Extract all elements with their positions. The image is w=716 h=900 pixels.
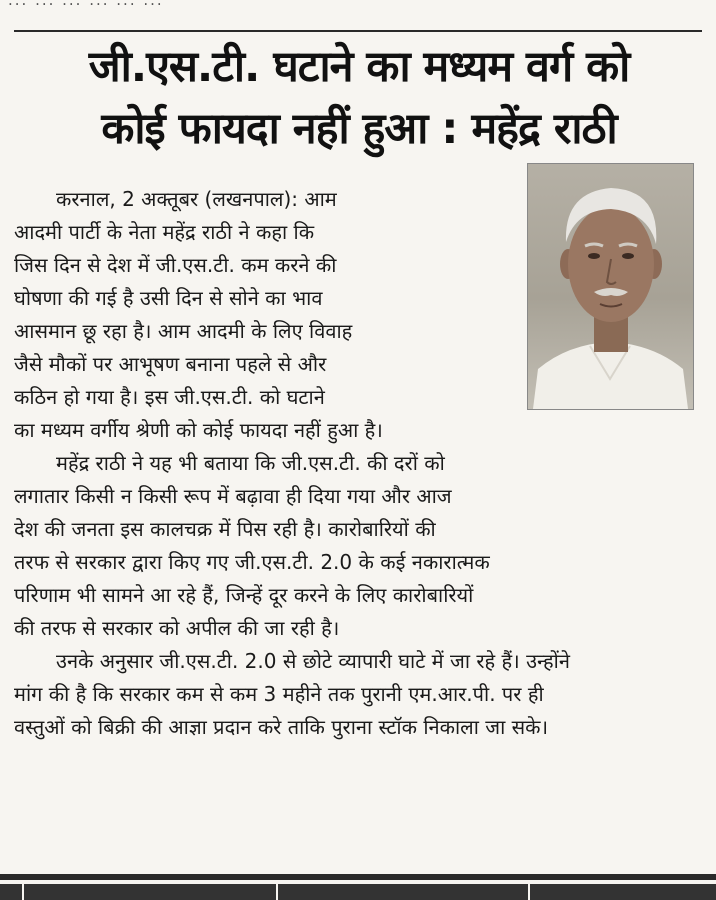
top-strip-text: ... ... ... ... ... ... <box>8 0 164 9</box>
headline-line-2: कोई फायदा नहीं हुआ : महेंद्र राठी <box>101 104 617 154</box>
bottom-column-strip <box>0 884 716 900</box>
article-line: उनके अनुसार जी.एस.टी. 2.0 से छोटे व्यापारी घाटे में जा रहे हैं। उन्होंने <box>56 649 570 673</box>
column-separator <box>22 884 24 900</box>
top-strip <box>0 0 716 12</box>
article-line: करनाल, 2 अक्तूबर (लखनपाल): आम <box>56 187 337 211</box>
headline <box>14 36 704 160</box>
column-separator <box>276 884 278 900</box>
article-line: महेंद्र राठी ने यह भी बताया कि जी.एस.टी. की दरों को <box>56 451 445 475</box>
article-line: का मध्यम वर्गीय श्रेणी को कोई फायदा नहीं हुआ है। <box>14 418 383 442</box>
column-separator <box>528 884 530 900</box>
article-line: आदमी पार्टी के नेता महेंद्र राठी ने कहा कि <box>14 220 315 244</box>
article-line: की तरफ से सरकार को अपील की जा रही है। <box>14 616 340 640</box>
article-line: आसमान छू रहा है। आम आदमी के लिए विवाह <box>14 319 353 343</box>
article-line: तरफ से सरकार द्वारा किए गए जी.एस.टी. 2.0 के कई नकारात्मक <box>14 550 490 574</box>
article-line: कठिन हो गया है। इस जी.एस.टी. को घटाने <box>14 385 325 409</box>
article-line: जिस दिन से देश में जी.एस.टी. कम करने की <box>14 253 337 277</box>
article-line: वस्तुओं को बिक्री की आज्ञा प्रदान करे ताकि पुराना स्टॉक निकाला जा सके। <box>14 715 549 739</box>
article-line: देश की जनता इस कालचक्र में पिस रही है। कारोबारियों की <box>14 517 436 541</box>
article-line: लगातार किसी न किसी रूप में बढ़ावा ही दिया गया और आज <box>14 484 452 508</box>
article-line: मांग की है कि सरकार कम से कम 3 महीने तक पुरानी एम.आर.पी. पर ही <box>14 682 544 706</box>
top-rule <box>14 30 702 32</box>
headline-line-1: जी.एस.टी. घटाने का मध्यम वर्ग को <box>88 42 630 92</box>
article-line: जैसे मौकों पर आभूषण बनाना पहले से और <box>14 352 327 376</box>
bottom-rule <box>0 874 716 880</box>
article-line: परिणाम भी सामने आ रहे हैं, जिन्हें दूर करने के लिए कारोबारियों <box>14 583 474 607</box>
article-body <box>14 183 704 744</box>
article-line: घोषणा की गई है उसी दिन से सोने का भाव <box>14 286 323 310</box>
